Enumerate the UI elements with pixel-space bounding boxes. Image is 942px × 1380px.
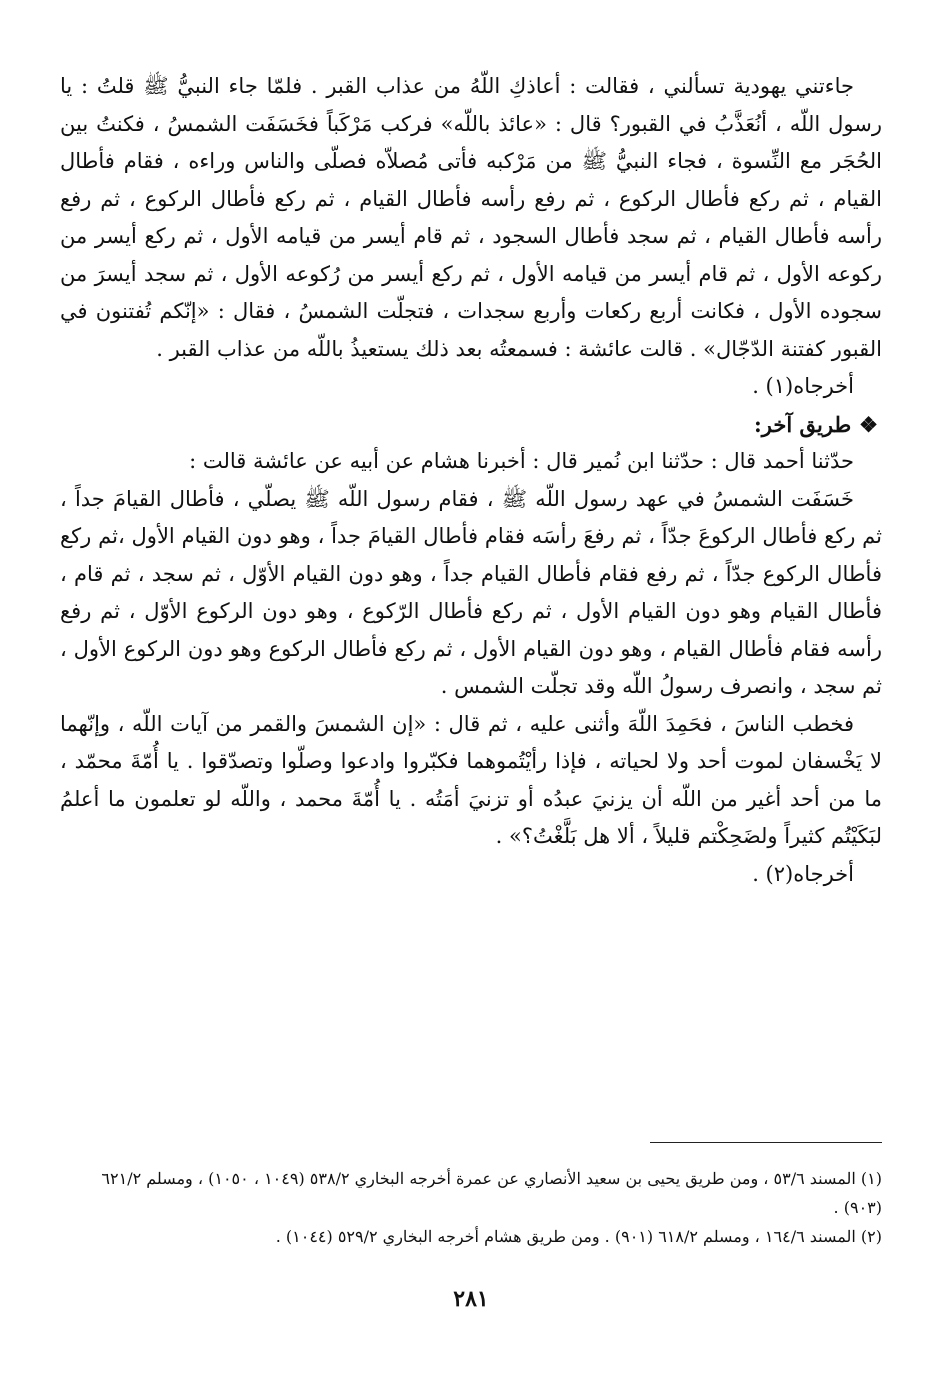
khutba-paragraph: فخطب الناسَ ، فحَمِدَ اللّهَ وأثنى عليه ، ثم قال : «إن الشمسَ والقمر من آيات اللّه ، وإنّهما لا يَخْسفان لموت أحد ولا لحياته ، فإذا رأيْتُموهما فكبّروا وادعوا وصلّوا وتصدّقوا . يا أُمّةَ محمّد ، ما من أحد أغير من اللّه أن يزنيَ عبدُه أو تزنيَ أمَتُه . يا أُمّةَ محمد ، واللّه لو تعلمون ما أعلمُ لبَكَيْتُم كثيراً ولضَحِكْتم قليلاً ، ألا هل بَلَّغْتُ؟» . xyxy=(60,711,882,848)
page-number: ٢٨١ xyxy=(453,1286,489,1312)
footnote-2: (٢) المسند ١٦٤/٦ ، ومسلم ٦١٨/٢ (٩٠١) . ومن طريق هشام أخرجه البخاري ٥٢٩/٢ (١٠٤٤) . xyxy=(275,1227,882,1246)
footnote-separator xyxy=(650,1142,882,1143)
isnad-paragraph: حدّثنا أحمد قال : حدّثنا ابن نُمير قال : أخبرنا هشام عن أبيه عن عائشة قالت : xyxy=(189,449,854,473)
main-text-block xyxy=(60,68,882,893)
hadith-paragraph-1: جاءتني يهودية تسألني ، فقالت : أعاذكِ اللّهُ من عذاب القبر . فلمّا جاء النبيُّ ﷺ قلتُ : يا رسول اللّه ، أنُعَذَّبُ في القبور؟ قال : «عائذ باللّه» فركب مَرْكَباً فخَسَفَت الشمسُ ، فكنتُ بين الحُجَر مع النِّسوة ، فجاء النبيُّ ﷺ من مَرْكبه فأتى مُصلاّه فصلّى والناس وراءه ، فقام فأطال القيام ، ثم ركع فأطال الركوع ، ثم رفع رأسه فأطال القيام ، ثم ركع فأطال الركوع ، ثم رفع رأسه فأطال القيام ، ثم سجد فأطال السجود ، ثم قام أيسر من قيامه الأول ، ثم ركع أيسر من ركوعه الأول ، ثم قام أيسر من قيامه الأول ، ثم ركع أيسر من رُكوعه الأول ، ثم سجد أيسرَ من سجوده الأول ، فكانت أربع ركعات وأربع سجدات ، فتجلّت الشمسُ ، فقال : «إنّكم تُفتنون في القبور كفتنة الدّجّال» . قالت عائشة : فسمعتُه بعد ذلك يستعيذُ باللّه من عذاب القبر . xyxy=(60,74,882,361)
hadith-paragraph-2: خَسَفَت الشمسُ في عهد رسول اللّه ﷺ ، فقام رسول اللّه ﷺ يصلّي ، فأطال القيامَ جداً ، ثم ركع فأطال الركوعَ جدّاً ، ثم رفعَ رأسَه فقام فأطال القيامَ جداً ، وهو دون القيام الأول ،ثم ركع فأطال الركوع جدّاً ، ثم رفع فقام فأطال القيام جداً ، وهو دون القيام الأوّل ، ثم سجد ، ثم قام ، فأطال القيام وهو دون القيام الأول ، ثم ركع فأطال الرّكوع ، وهو دون الركوع الأوّل ، ثم رفع رأسه فقام فأطال القيام ، وهو دون القيام الأول ، ثم ركع فأطال الركوع وهو دون الركوع الأول ، ثم سجد ، وانصرف رسولُ اللّه وقد تجلّت الشمس . xyxy=(60,486,882,698)
section-heading xyxy=(60,406,882,444)
footnotes-block xyxy=(60,1164,882,1251)
footnote-1: (١) المسند ٥٣/٦ ، ومن طريق يحيى بن سعيد الأنصاري عن عمرة أخرجه البخاري ٥٣٨/٢ (١٠٤٩ ، ١٠٥٠) ، ومسلم ٦٢١/٢ (٩٠٣) . xyxy=(101,1169,882,1217)
section-heading-text: طريق آخر: xyxy=(754,411,852,437)
takhrij-paragraph-2: أخرجاه(٢) . xyxy=(752,861,854,886)
diamond-bullet-icon: ❖ xyxy=(859,411,878,437)
takhrij-paragraph-1: أخرجاه(١) . xyxy=(752,374,854,398)
